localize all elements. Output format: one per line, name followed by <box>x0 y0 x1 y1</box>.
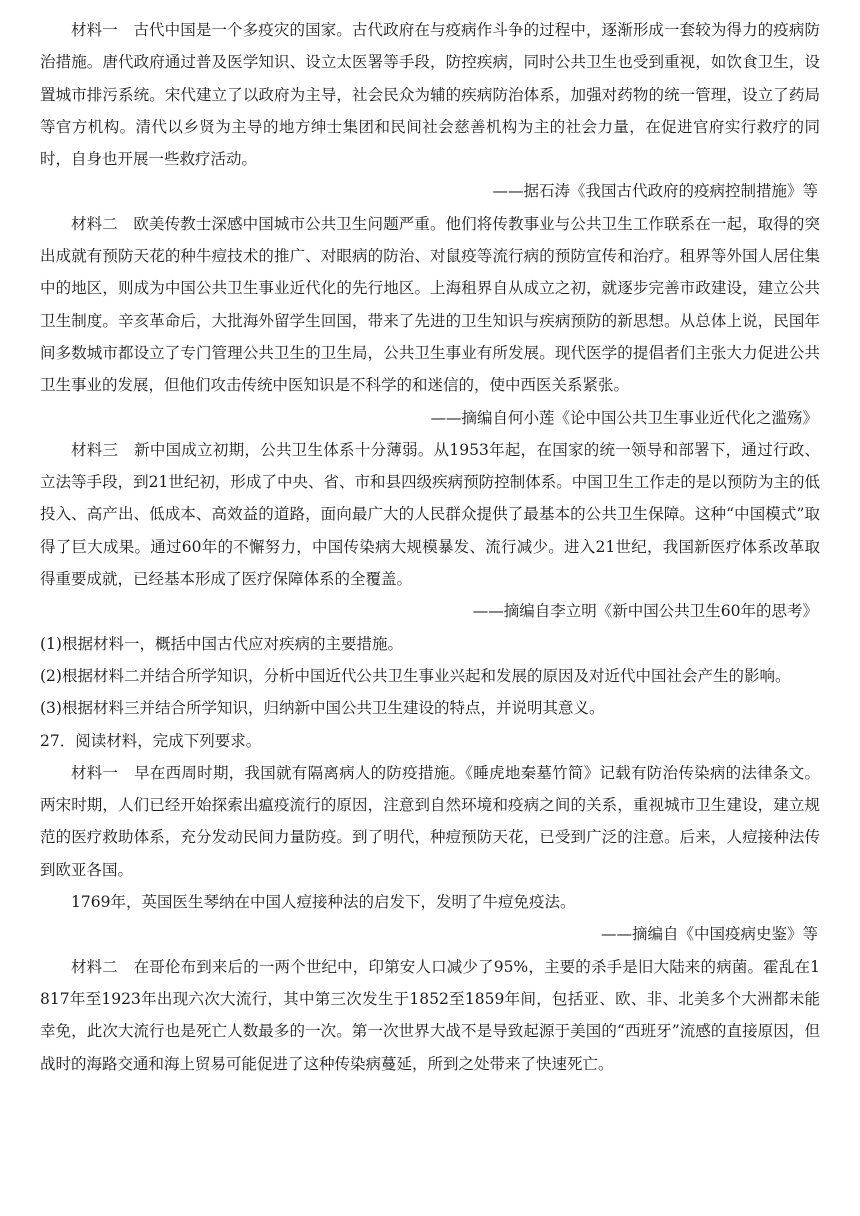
q26-material-3-source: ——摘编自李立明《新中国公共卫生60年的思考》 <box>472 602 818 621</box>
q26-question-1: (1)根据材料一，概括中国古代应对疾病的主要措施。 <box>40 634 403 653</box>
q27-material-1: 材料一 早在西周时期，我国就有隔离病人的防疫措施。《睡虎地秦墓竹简》记载有防治传染病的法律条文。两宋时期，人们已经开始探索出瘟疫流行的原因，注意到自然环境和疫病之间的关系，重视城市卫生建设，建立规范的医疗救助体系，充分发动民间力量防疫。到了明代，种痘预防天花，已受到广泛的注意。后来，人痘接种法传到欧亚各国。 <box>40 763 820 879</box>
q26-material-1: 材料一 古代中国是一个多疫灾的国家。古代政府在与疫病作斗争的过程中，逐渐形成一套较为得力的疫病防治措施。唐代政府通过普及医学知识、设立太医署等手段，防控疾病，同时公共卫生也受到重视，如饮食卫生，设置城市排污系统。宋代建立了以政府为主导，社会民众为辅的疾病防治体系，加强对药物的统一管理，设立了药局等官方机构。清代以乡贤为主导的地方绅士集团和民间社会慈善机构为主的社会力量，在促进官府实行救疗的同时，自身也开展一些救疗活动。 <box>40 21 820 169</box>
q26-material-1-source: ——据石涛《我国古代政府的疫病控制措施》等 <box>492 182 818 201</box>
q26-material-2-source: ——摘编自何小莲《论中国公共卫生事业近代化之滥殇》 <box>430 408 818 427</box>
q27-material-1-extra: 1769年，英国医生琴纳在中国人痘接种法的启发下，发明了牛痘免疫法。 <box>71 893 576 912</box>
q26-material-2: 材料二 欧美传教士深感中国城市公共卫生问题严重。他们将传教事业与公共卫生工作联系在一起，取得的突出成就有预防天花的种牛痘技术的推广、对眼病的防治、对鼠疫等流行病的预防宣传和治疗。租界等外国人居住集中的地区，则成为中国公共卫生事业近代化的先行地区。上海租界自从成立之初，就逐步完善市政建设，建立公共卫生制度。辛亥革命后，大批海外留学生回国，带来了先进的卫生知识与疾病预防的新思想。从总体上说，民国年间多数城市都设立了专门管理公共卫生的卫生局，公共卫生事业有所发展。现代医学的提倡者们主张大力促进公共卫生事业的发展，但他们攻击传统中医知识是不科学的和迷信的，使中西医关系紧张。 <box>40 214 820 395</box>
q26-question-2: (2)根据材料二并结合所学知识，分析中国近代公共卫生事业兴起和发展的原因及对近代中国社会产生的影响。 <box>40 666 791 685</box>
q27-material-1-source: ——摘编自《中国疫病史鉴》等 <box>600 925 818 944</box>
q26-question-3: (3)根据材料三并结合所学知识，归纳新中国公共卫生建设的特点，并说明其意义。 <box>40 699 605 718</box>
q27-material-2: 材料二 在哥伦布到来后的一两个世纪中，印第安人口减少了95%，主要的杀手是旧大陆来的病菌。霍乱在1817年至1923年出现六次大流行，其中第三次发生于1852至1859年间，包括亚、欧、非、北美多个大洲都未能幸免，此次大流行也是死亡人数最多的一次。第一次世界大战不是导致起源于美国的“西班牙”流感的直接原因，但战时的海路交通和海上贸易可能促进了这种传染病蔓延，所到之处带来了快速死亡。 <box>40 957 820 1073</box>
q27-heading: 27．阅读材料，完成下列要求。 <box>40 731 262 750</box>
q26-material-3: 材料三 新中国成立初期，公共卫生体系十分薄弱。从1953年起，在国家的统一领导和部署下，通过行政、立法等手段，到21世纪初，形成了中央、省、市和县四级疾病预防控制体系。中国卫生工作走的是以预防为主的低投入、高产出、低成本、高效益的道路，面向最广大的人民群众提供了最基本的公共卫生保障。这种“中国模式”取得了巨大成果。通过60年的不懈努力，中国传染病大规模暴发、流行减少。进入21世纪，我国新医疗体系改革取得重要成就，已经基本形成了医疗保障体系的全覆盖。 <box>40 440 820 589</box>
